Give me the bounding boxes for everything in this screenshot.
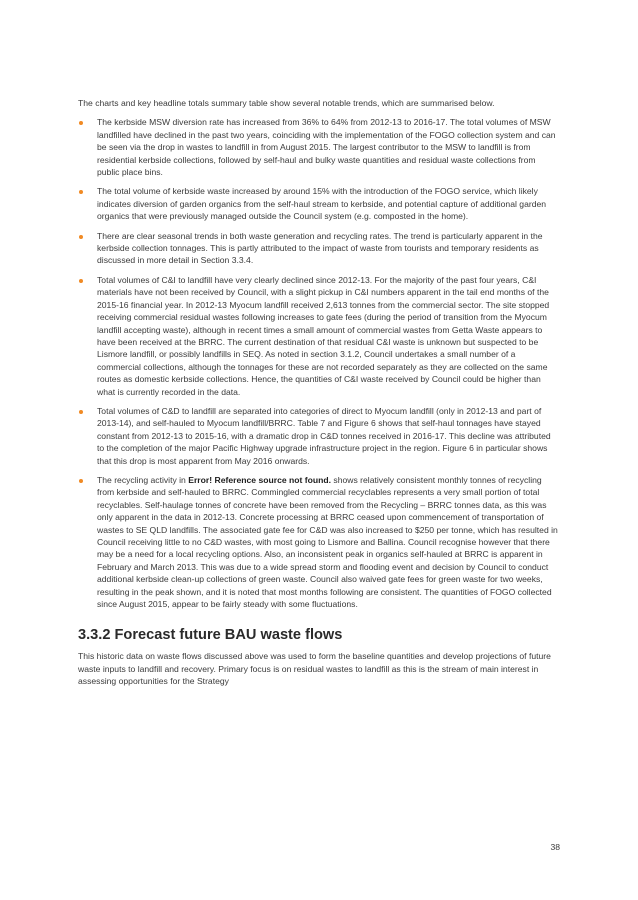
reference-error-text: Error! Reference source not found. [188, 474, 332, 485]
bullet-text: The kerbside MSW diversion rate has increased from 36% to 64% from 2012-13 to 2016-17. The total volumes of MSW landfilled have declined in the past two years, coinciding with the implementation of the FOGO collection system and can be seen via the drop in wastes to landfill in from August 2015. The largest contributor to the MSW to landfill is from residential kerbside collections, followed by self-haul and bulky waste quantities and residual waste collections from public place bins. [97, 117, 556, 178]
page-number: 38 [550, 842, 560, 852]
page-content [78, 97, 560, 688]
bullet-text: There are clear seasonal trends in both waste generation and recycling rates. The trend is particularly apparent in the kerbside collection tonnages. This is partly attributed to the impact of waste from tourists and temporary residents as discussed in more detail in Section 3.3.4. [97, 230, 543, 266]
bullet-dot-icon [79, 235, 83, 239]
bullet-dot-icon [79, 279, 83, 283]
bullet-item [78, 274, 560, 398]
bullet-text-post: shows relatively consistent monthly tonnes of recycling from kerbside and self-hauled to BRRC. Commingled commercial recyclables represents a very small portion of total recyclables. Self-haulage tonnes of concrete have been removed from the Recycling – BRRC tonnes data, as this was only apparent in the data in 2012-13. Concrete processing at BRRC ceased upon commencement of transportation of wastes to SE QLD landfills. The associated gate fee for C&D was also increased to $250 per tonne, which has resulted in Council receiving little to no C&D wastes, with most going to Lismore and Ballina. Council recognise however that there may be a need for a local recycling options. Also, an inconsistent peak in organics self-hauled at BRRC is apparent in February and March 2013. This was due to a wide spread storm and flooding event and decision by Council to conduct additional kerbside clean-up collections of green waste. Council also waived gate fees for green waste for two weeks, resulting in the peak shown, and it is noted that most months following are consistent. The quantities of FOGO collected since August 2015, appear to be fairly steady with some fluctuations. [97, 474, 558, 610]
bullet-dot-icon [79, 121, 83, 125]
closing-paragraph: This historic data on waste flows discussed above was used to form the baseline quantities and develop projections of future waste inputs to landfill and recovery. Primary focus is on residual wastes to landfill as this is the stream of main interest in assessing opportunities for the Strategy [78, 651, 551, 687]
section-heading: 3.3.2 Forecast future BAU waste flows [78, 627, 343, 644]
bullet-item [78, 405, 560, 467]
trend-bullet-list [78, 116, 560, 610]
bullet-text: Total volumes of C&D to landfill are separated into categories of direct to Myocum landfill (only in 2012-13 and part of 2013-14), and self-hauled to Myocum landfill/BRRC. Table 7 and Figure 6 shows that self-haul tonnages have stayed constant from 2012-13 to 2015-16, with a dramatic drop in C&D tonnes received in 2016-17. This decline was attributed to the completion of the major Pacific Highway upgrade infrastructure project in the region. Figure 6 in particular shows that this drop is most apparent from May 2016 onwards. [97, 405, 551, 466]
bullet-item [78, 116, 560, 178]
bullet-dot-icon [79, 479, 83, 483]
bullet-item [78, 230, 560, 267]
intro-paragraph: The charts and key headline totals summary table show several notable trends, which are summarised below. [78, 98, 495, 108]
bullet-text-pre: The recycling activity in [97, 474, 189, 485]
bullet-text: The total volume of kerbside waste increased by around 15% with the introduction of the FOGO service, which likely indicates diversion of garden organics from the self-haul stream to kerbside, and potential capture of additional garden organics that were previously managed outside the Council system (e.g. composted in the home). [97, 186, 547, 222]
bullet-dot-icon [79, 410, 83, 414]
bullet-text: Total volumes of C&I to landfill have very clearly declined since 2012-13. For the majority of the past four years, C&I materials have not been received by Council, with a slight pickup in C&I numbers apparent in the tail end months of the 2015-16 financial year. In 2012-13 Myocum landfill received 2,613 tonnes from the commercial sector. The site stopped receiving commercial residual wastes following increases to gate fees (during the period of transition from the Myocum landfill accepting waste), although in recent times a small amount of commercial wastes from Getta Waste appears to have been received at the BRRC. The current destination of that residual C&I waste is unknown but suspected to be Lismore landfill, or possibly landfills in SEQ. As noted in section 3.1.2, Council undertakes a small number of a commercial collections, although the tonnages for these are not recorded separately as they are collected on the same routes as domestic kerbside collections. Hence, the quantities of C&I waste received by Council could be higher than what is currently recorded in the data. [97, 274, 550, 397]
bullet-dot-icon [79, 190, 83, 194]
bullet-item [78, 474, 560, 610]
bullet-item [78, 185, 560, 222]
